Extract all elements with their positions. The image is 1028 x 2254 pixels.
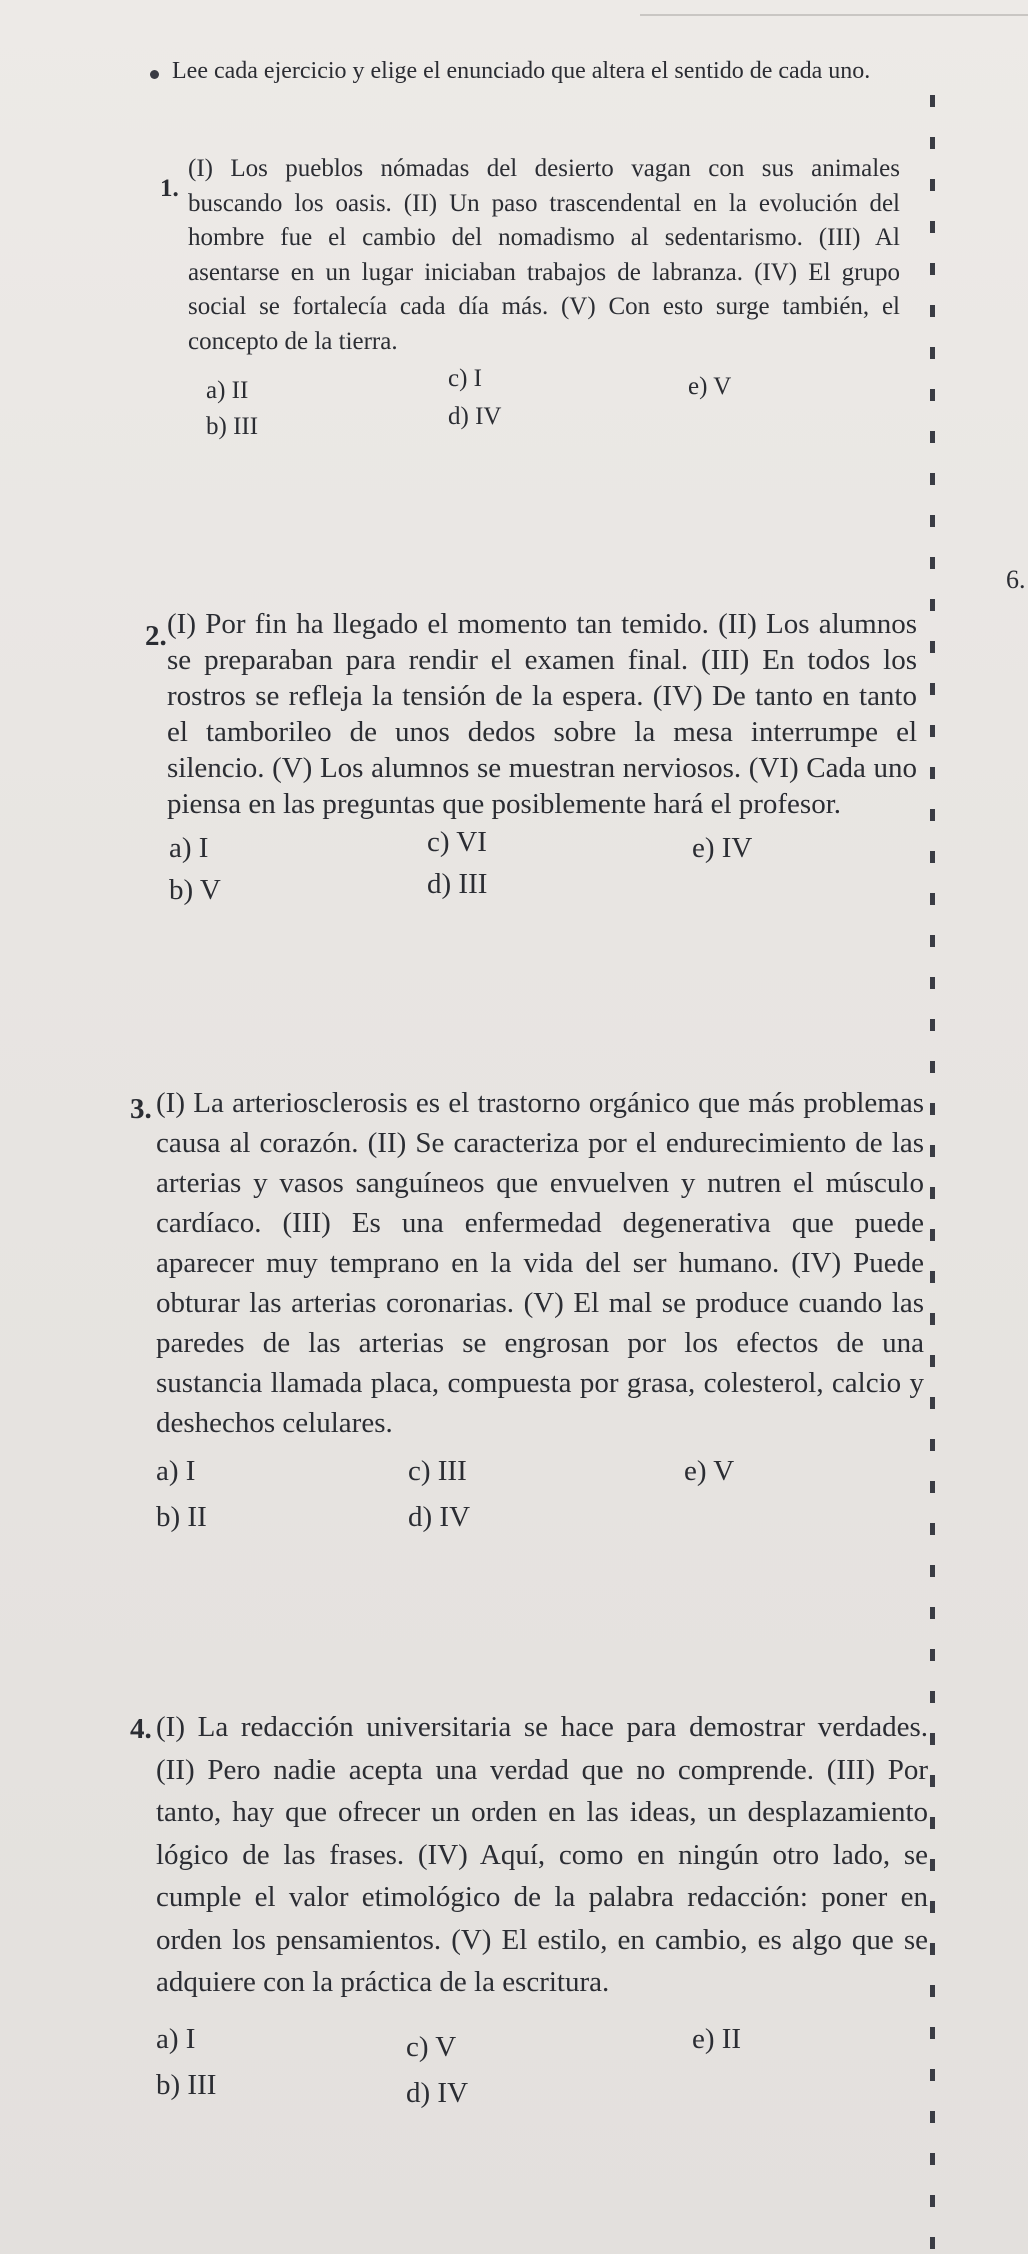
option-b[interactable]: b) II <box>156 1501 207 1533</box>
option-d[interactable]: d) III <box>427 868 488 900</box>
options-grid <box>156 2004 928 2109</box>
option-e[interactable]: e) V <box>688 372 732 400</box>
option-d[interactable]: d) IV <box>406 2076 469 2109</box>
exercise-2 <box>145 606 917 912</box>
option-d[interactable]: d) IV <box>408 1501 471 1533</box>
option-b[interactable]: b) III <box>206 412 259 440</box>
option-c[interactable]: c) V <box>406 2030 457 2063</box>
page-number: 6. <box>1006 565 1026 594</box>
exercise-text: (I) Por fin ha llegado el momento tan temido. (II) Los alumnos se preparaban para rendir el examen final. (III) En todos los rostros se refleja la tensión de la espera. (IV) De tanto en tanto el tamborileo de unos dedos sobre la mesa interrumpe el silencio. (V) Los alumnos se muestran nerviosos. (VI) Cada uno piensa en las preguntas que posiblemente hará el profesor. <box>167 608 917 820</box>
option-b[interactable]: b) III <box>156 2068 217 2101</box>
exercise-number: 2. <box>145 620 167 652</box>
exercise-number: 3. <box>130 1093 152 1125</box>
option-e[interactable]: e) IV <box>692 832 753 864</box>
dashed-margin-line <box>930 95 935 2254</box>
exercise-text: (I) La arteriosclerosis es el trastorno orgánico que más problemas causa al corazón. (II) Se caracteriza por el endurecimiento de las arterias y vasos sanguíneos que envuelven y nutren el músculo cardíaco. (III) Es una enfermedad degenerativa que puede aparecer muy temprano en la vida del ser humano. (IV) Puede obturar las arterias coronarias. (V) El mal se produce cuando las paredes de las arterias se engrosan por los efectos de una sustancia llamada placa, compuesta por grasa, colesterol, calcio y deshechos celulares. <box>156 1087 924 1439</box>
exercise-1 <box>160 152 900 450</box>
option-a[interactable]: a) II <box>206 376 249 404</box>
instruction-bullet-icon <box>150 70 159 79</box>
instruction-text: Lee cada ejercicio y elige el enunciado que altera el sentido de cada uno. <box>172 58 871 84</box>
option-b[interactable]: b) V <box>169 874 221 906</box>
option-c[interactable]: c) III <box>408 1455 467 1487</box>
option-c[interactable]: c) VI <box>427 826 487 858</box>
options-grid <box>188 360 900 450</box>
top-rule <box>640 14 1028 16</box>
exercise-3 <box>130 1083 924 1539</box>
option-a[interactable]: a) I <box>169 832 209 864</box>
options-grid <box>156 1443 924 1539</box>
option-e[interactable]: e) II <box>692 2022 742 2055</box>
option-e[interactable]: e) V <box>684 1455 735 1487</box>
exercise-4 <box>130 1706 928 2109</box>
options-grid <box>167 822 917 912</box>
option-d[interactable]: d) IV <box>448 402 502 430</box>
option-a[interactable]: a) I <box>156 1455 196 1487</box>
option-a[interactable]: a) I <box>156 2022 196 2055</box>
exercise-text: (I) La redacción universitaria se hace para demostrar verdades. (II) Pero nadie acepta una verdad que no comprende. (III) Por tanto, hay que ofrecer un orden en las ideas, un desplazamiento lógico de las frases. (IV) Aquí, como en ningún otro lado, se cumple el valor etimológico de la palabra redacción: poner en orden los pensamientos. (V) El estilo, en cambio, es algo que se adquiere con la práctica de la escritura. <box>156 1711 928 1998</box>
option-c[interactable]: c) I <box>448 364 482 392</box>
exercise-text: (I) Los pueblos nómadas del desierto vagan con sus animales buscando los oasis. (II) Un paso trascendental en la evolución del hombre fue el cambio del nomadismo al sedentarismo. (III) Al asentarse en un lugar iniciaban trabajos de labranza. (IV) El grupo social se fortalecía cada día más. (V) Con esto surge también, el concepto de la tierra. <box>188 155 900 355</box>
exercise-number: 4. <box>130 1713 152 1745</box>
exercise-number: 1. <box>160 175 179 202</box>
